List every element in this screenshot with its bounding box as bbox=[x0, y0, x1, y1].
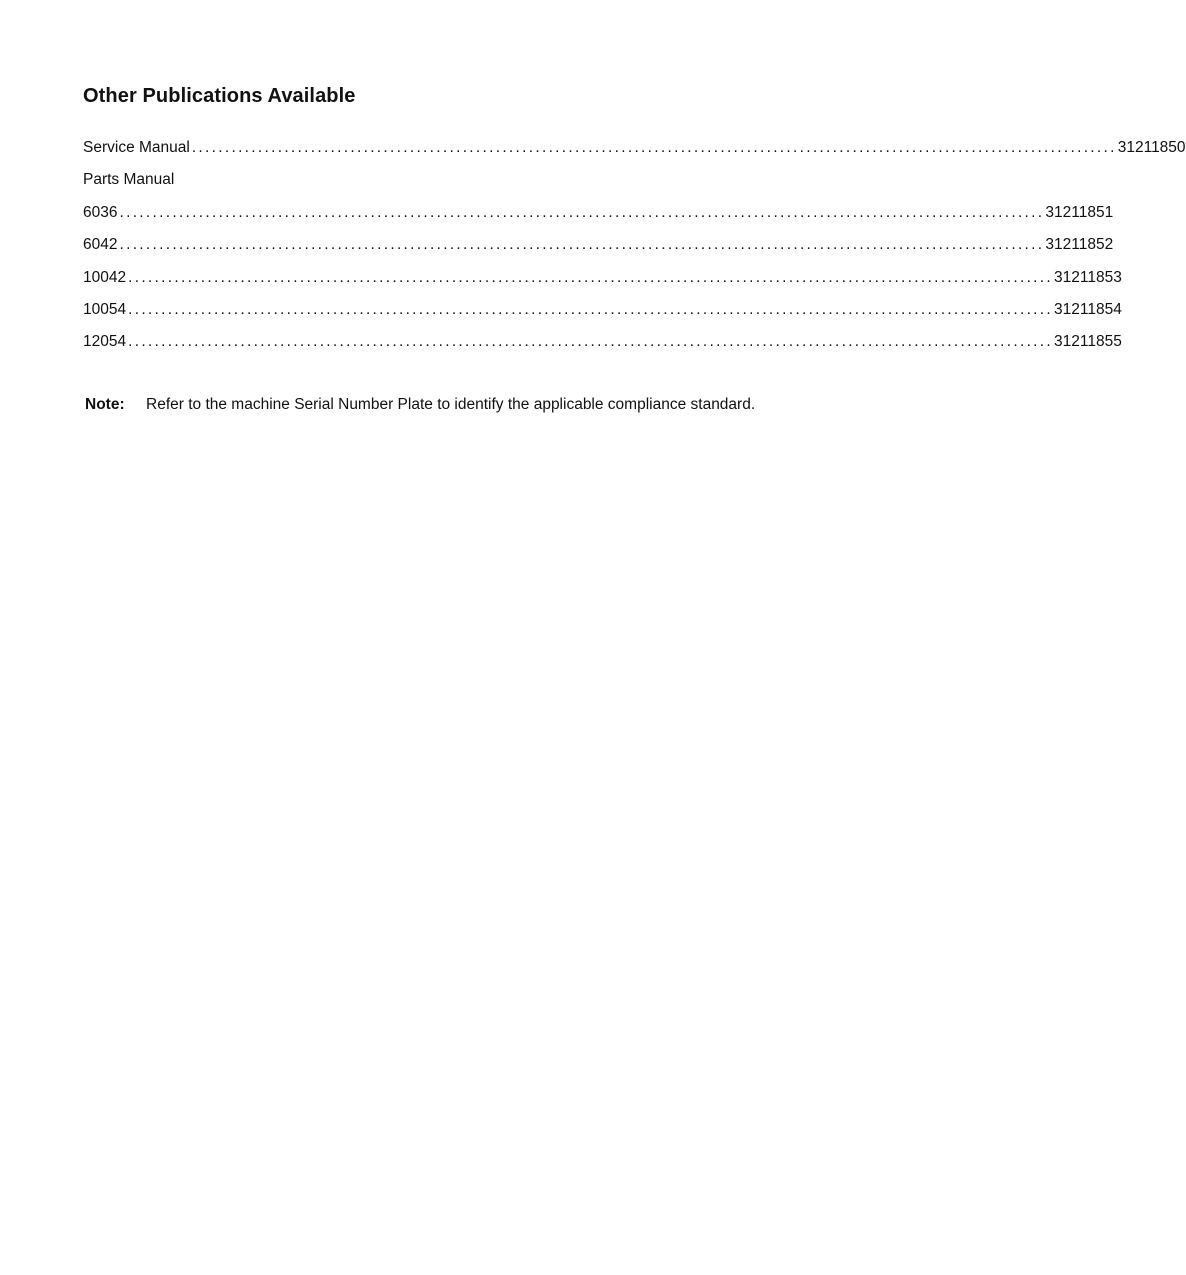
publication-label: 10054 bbox=[83, 300, 127, 318]
section-heading: Other Publications Available bbox=[83, 85, 356, 107]
dot-leader: ............................................................................................................................................ bbox=[119, 203, 1045, 221]
publication-label: Parts Manual bbox=[83, 171, 175, 189]
publication-row bbox=[83, 137, 1186, 169]
publication-number: 31211854 bbox=[1054, 300, 1122, 318]
publication-label: 6036 bbox=[83, 203, 118, 221]
publication-number: 31211853 bbox=[1054, 268, 1122, 286]
publication-label: 10042 bbox=[83, 268, 127, 286]
note-text: Refer to the machine Serial Number Plate to identify the applicable compliance standard. bbox=[146, 396, 756, 413]
publication-row bbox=[83, 169, 777, 201]
dot-leader: ............................................................................................................................................ bbox=[128, 333, 1054, 351]
publication-label: Service Manual bbox=[83, 139, 190, 156]
dot-leader: ............................................................................................................................................ bbox=[128, 268, 1054, 286]
publication-row bbox=[83, 299, 1122, 331]
publication-row bbox=[83, 267, 1122, 299]
publication-row bbox=[83, 234, 1114, 266]
publication-number: 31211850 bbox=[1117, 139, 1186, 156]
publication-list bbox=[83, 137, 1186, 364]
compliance-note bbox=[85, 394, 777, 415]
publication-number: 31211851 bbox=[1045, 203, 1114, 221]
publication-label: 6042 bbox=[83, 236, 118, 254]
publication-row bbox=[83, 202, 1114, 234]
dot-leader: ............................................................................................................................................ bbox=[128, 300, 1054, 318]
dot-leader: ............................................................................................................................................ bbox=[119, 236, 1045, 254]
publication-number: 31211855 bbox=[1054, 333, 1122, 351]
dot-leader: ............................................................................................................................................ bbox=[191, 139, 1117, 156]
publication-number: 31211852 bbox=[1045, 236, 1114, 254]
publication-row bbox=[83, 331, 1122, 363]
note-label: Note: bbox=[85, 396, 125, 413]
publication-label: 12054 bbox=[83, 333, 127, 351]
